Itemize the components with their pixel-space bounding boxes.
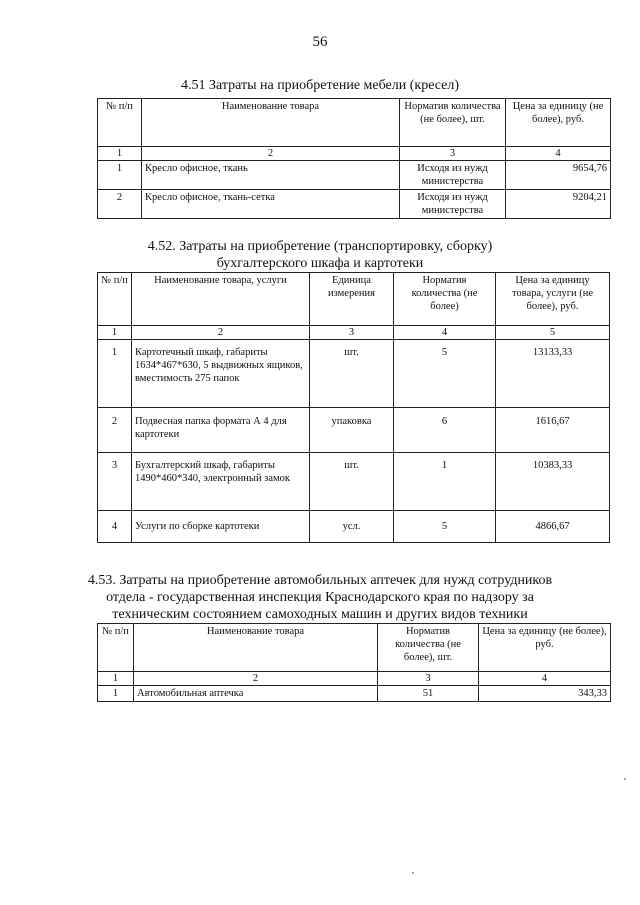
section-title-4-52: [0, 238, 640, 272]
row-number: 1: [98, 686, 134, 702]
quantity-norm: Исходя из нужд министерства: [400, 161, 506, 190]
column-index: 3: [310, 326, 394, 340]
row-number: 2: [98, 408, 132, 453]
furniture-table: [97, 98, 611, 219]
row-number: 1: [98, 340, 132, 408]
quantity-norm: 1: [394, 453, 496, 511]
table-header-row: [98, 273, 610, 326]
product-name: Бухгалтерский шкаф, габариты 1490*460*340, электронный замок: [132, 453, 310, 511]
header-unit-price: Цена за единицу (не более), руб.: [506, 99, 611, 147]
header-quantity-norm: Норматив количества (не более): [394, 273, 496, 326]
row-number: 2: [98, 190, 142, 219]
header-quantity-norm: Норматив количества (не более), шт.: [400, 99, 506, 147]
product-name: Картотечный шкаф, габариты 1634*467*630, 5 выдвижных ящиков, вместимость 275 папок: [132, 340, 310, 408]
column-index: 2: [132, 326, 310, 340]
unit: шт.: [310, 340, 394, 408]
unit-price: 1616,67: [496, 408, 610, 453]
product-name: Автомобильная аптечка: [134, 686, 378, 702]
unit-price: 10383,33: [496, 453, 610, 511]
column-index: 2: [134, 672, 378, 686]
first-aid-kit-table: [97, 623, 611, 702]
unit: шт.: [310, 453, 394, 511]
header-unit-price: Цена за единицу (не более), руб.: [479, 624, 611, 672]
column-index: 4: [506, 147, 611, 161]
scan-speck: [624, 778, 626, 780]
column-index: 3: [400, 147, 506, 161]
column-index-row: [98, 326, 610, 340]
header-product-name: Наименование товара: [134, 624, 378, 672]
quantity-norm: 6: [394, 408, 496, 453]
section-title-4-53: [0, 572, 640, 623]
table-header-row: [98, 99, 611, 147]
unit-price: 343,33: [479, 686, 611, 702]
row-number: 4: [98, 511, 132, 543]
header-number: № п/п: [98, 99, 142, 147]
unit-price: 9654,76: [506, 161, 611, 190]
column-index: 1: [98, 672, 134, 686]
row-number: 3: [98, 453, 132, 511]
section-title-line: техническим состоянием самоходных машин и других видов техники: [112, 607, 528, 622]
table-row: [98, 190, 611, 219]
quantity-norm: Исходя из нужд министерства: [400, 190, 506, 219]
unit-price: 13133,33: [496, 340, 610, 408]
section-title-line: бухгалтерского шкафа и картотеки: [216, 256, 424, 271]
section-title-line: отдела - государственная инспекция Краснодарского края по надзору за: [106, 590, 534, 605]
header-unit-price: Цена за единицу товара, услуги (не более), руб.: [496, 273, 610, 326]
unit: упаковка: [310, 408, 394, 453]
table-row: [98, 340, 610, 408]
header-quantity-norm: Норматив количества (не более), шт.: [378, 624, 479, 672]
section-title-line: 4.52. Затраты на приобретение (транспортировку, сборку): [147, 239, 493, 254]
product-name: Услуги по сборке картотеки: [132, 511, 310, 543]
table-header-row: [98, 624, 611, 672]
table-row: [98, 686, 611, 702]
column-index: 1: [98, 326, 132, 340]
header-product-name: Наименование товара, услуги: [132, 273, 310, 326]
quantity-norm: 5: [394, 511, 496, 543]
table-row: [98, 453, 610, 511]
quantity-norm: 51: [378, 686, 479, 702]
page-number: 56: [312, 34, 328, 50]
column-index: 4: [479, 672, 611, 686]
column-index-row: [98, 147, 611, 161]
product-name: Кресло офисное, ткань-сетка: [142, 190, 400, 219]
table-row: [98, 161, 611, 190]
table-row: [98, 511, 610, 543]
header-product-name: Наименование товара: [142, 99, 400, 147]
header-unit: Единица измерения: [310, 273, 394, 326]
header-number: № п/п: [98, 624, 134, 672]
section-title-line: 4.53. Затраты на приобретение автомобильных аптечек для нужд сотрудников: [87, 573, 553, 588]
unit-price: 9204,21: [506, 190, 611, 219]
product-name: Кресло офисное, ткань: [142, 161, 400, 190]
table-row: [98, 408, 610, 453]
header-number: № п/п: [98, 273, 132, 326]
cabinet-table: [97, 272, 610, 543]
column-index: 5: [496, 326, 610, 340]
unit: усл.: [310, 511, 394, 543]
section-title-4-51: 4.51 Затраты на приобретение мебели (кресел): [180, 78, 460, 93]
quantity-norm: 5: [394, 340, 496, 408]
column-index: 1: [98, 147, 142, 161]
row-number: 1: [98, 161, 142, 190]
product-name: Подвесная папка формата А 4 для картотеки: [132, 408, 310, 453]
column-index: 4: [394, 326, 496, 340]
column-index: 3: [378, 672, 479, 686]
scan-speck: [412, 872, 414, 874]
unit-price: 4866,67: [496, 511, 610, 543]
column-index: 2: [142, 147, 400, 161]
column-index-row: [98, 672, 611, 686]
